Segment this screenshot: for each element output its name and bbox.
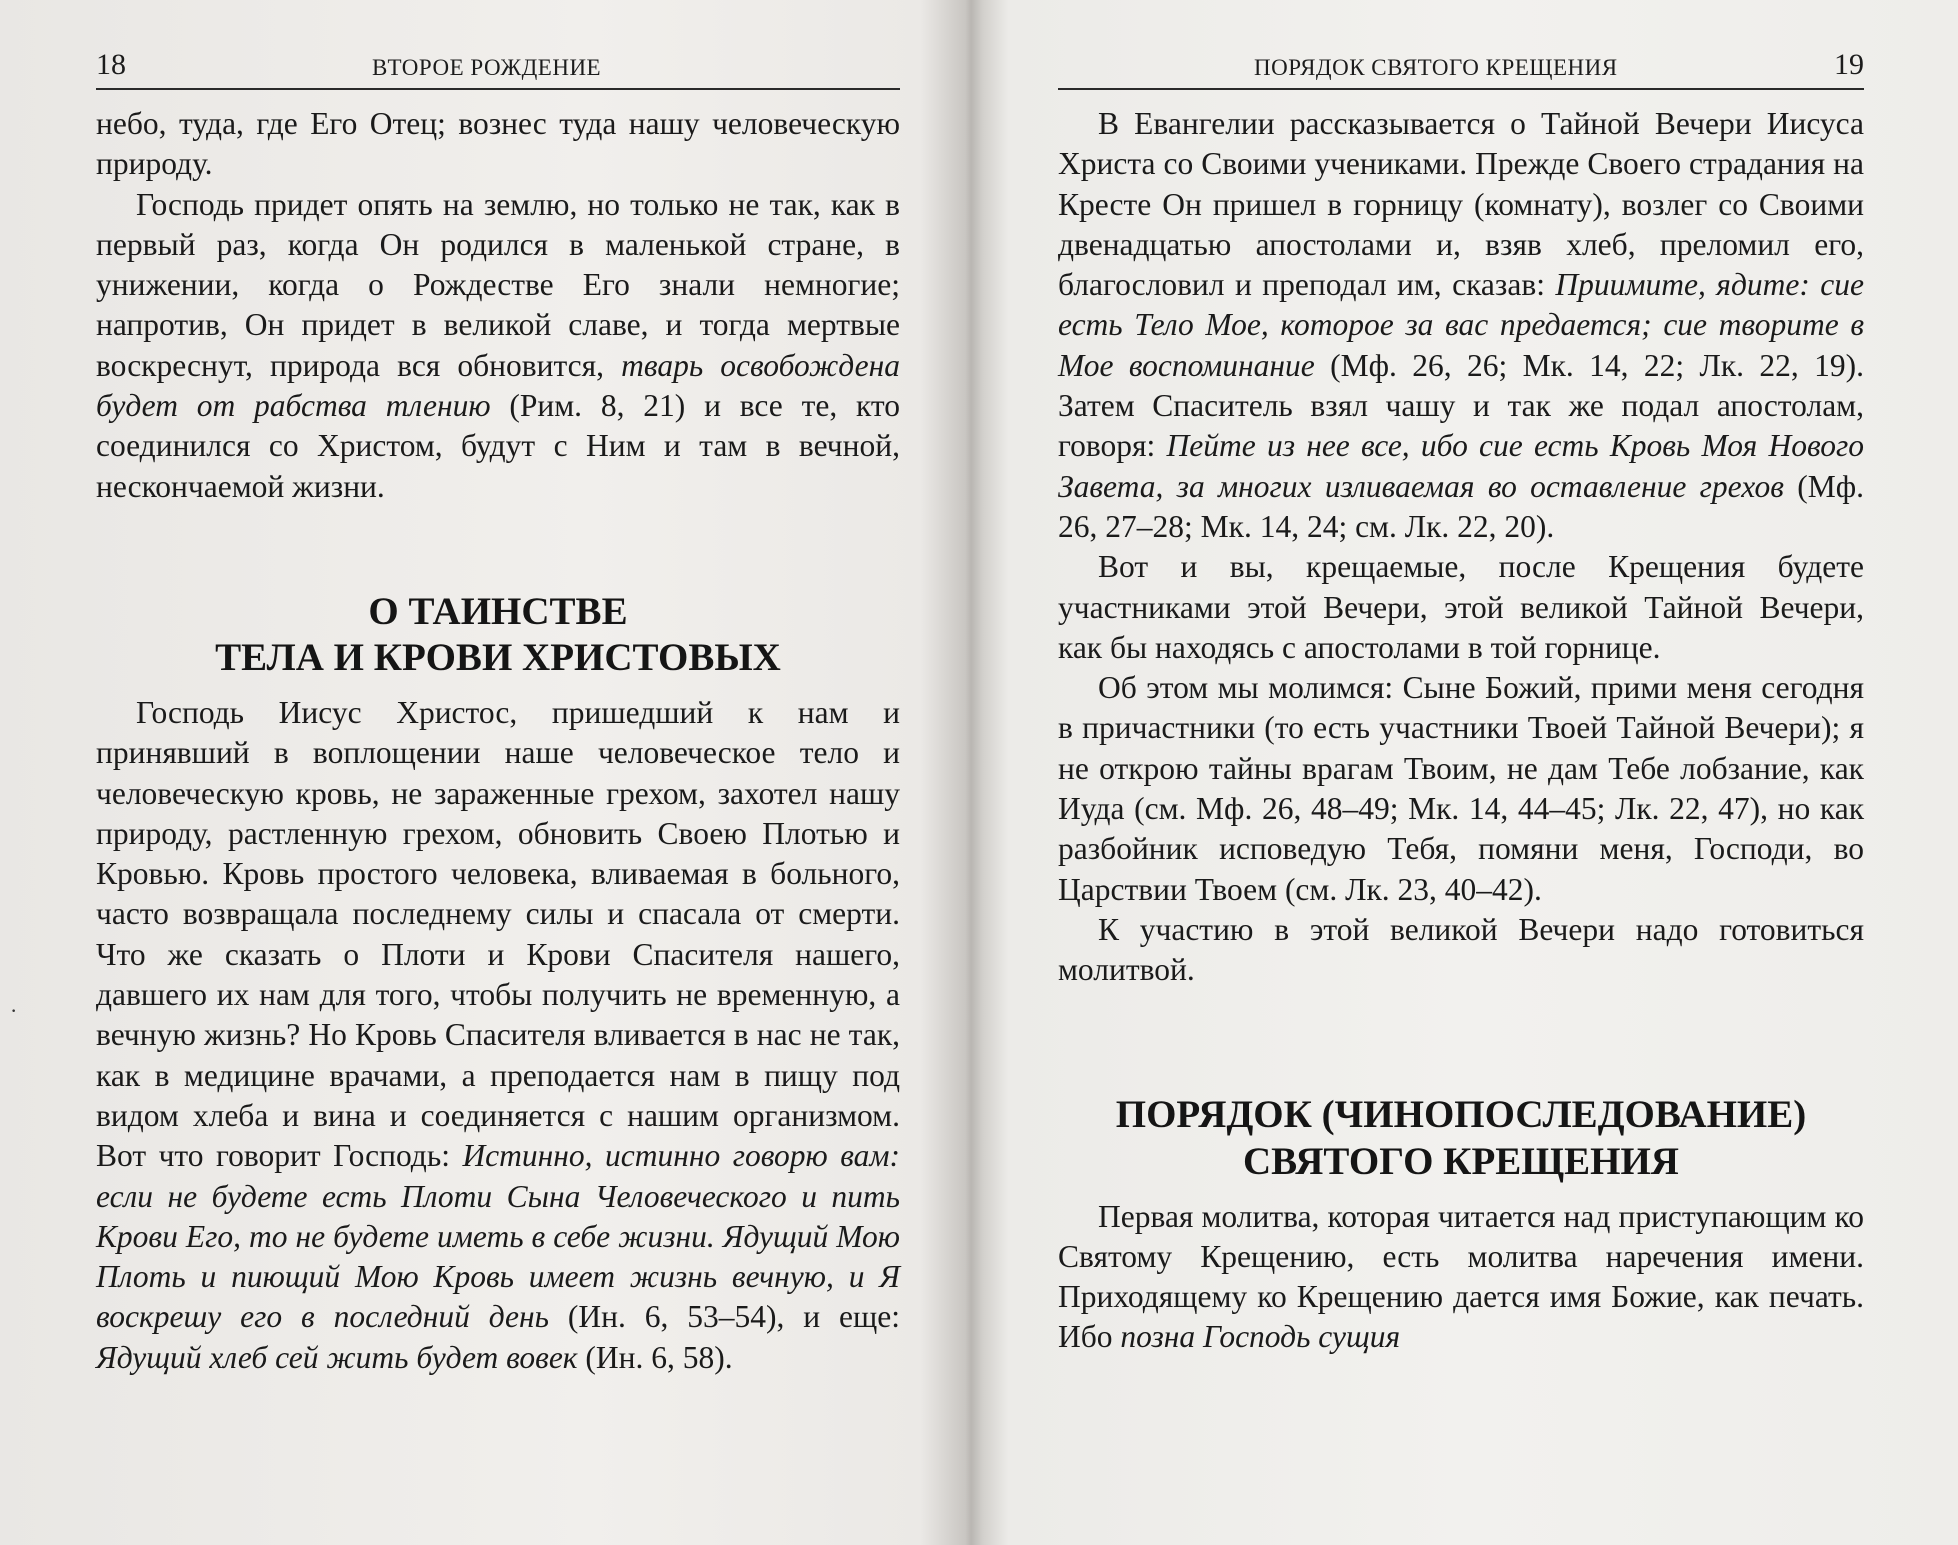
text-run: (Мф. 26, 26; Мк. 14, 22; Лк. 22, 19). Затем Спаситель взял чашу и так же подал апостолам, говоря:	[1058, 347, 1864, 464]
page-number: 19	[1834, 48, 1864, 81]
running-head: ПОРЯДОК СВЯТОГО КРЕЩЕНИЯ	[1254, 55, 1618, 80]
paragraph	[96, 693, 900, 1378]
ink-speck: ·	[10, 998, 18, 1023]
section-heading	[1058, 1091, 1864, 1185]
text-run: Господь Иисус Христос, пришедший к нам и принявший в воплощении наше человеческое тело и человеческую кровь, не зараженные грехом, захотел нашу природу, растленную грехом, обновить Своею Плотью и Кровью. Кровь простого человека, вливаемая в больного, часто возвращала последнему силы и спасала от смерти. Что же сказать о Плоти и Крови Спасителя нашего, давшего их нам для того, чтобы получить не временную, а вечную жизнь? Но Кровь Спасителя вливается в нас не так, как в медицине врачами, а преподается нам в пищу под видом хлеба и вина и соединяется с нашим организмом. Вот что говорит Господь:	[96, 694, 900, 1174]
section-heading	[96, 589, 900, 681]
scripture-quote: позна Господь сущия	[1120, 1319, 1401, 1355]
page-body	[96, 104, 900, 1378]
paragraph: Вот и вы, крещаемые, после Крещения будете участниками этой Вечери, этой великой Тайной Вечери, как бы находясь с апостолами в той горнице.	[1058, 549, 1864, 665]
scripture-quote: тварь освобождена будет от рабства тлению	[96, 347, 900, 424]
page-header	[96, 48, 900, 90]
paragraph	[1058, 1197, 1864, 1358]
running-head: ВТОРОЕ РОЖДЕНИЕ	[372, 55, 602, 80]
text-run: Господь придет опять на землю, но только не так, как в первый раз, когда Он родился в маленькой стране, в унижении, когда о Рождестве Его знали немногие; напротив, Он придет в великой славе, и тогда мертвые воскреснут, природа вся обновится,	[96, 186, 900, 383]
text-run: В Евангелии рассказывается о Тайной Вечери Иисуса Христа со Своими учениками. Прежде Своего страдания на Кресте Он пришел в горницу (комнату), возлег со Своими двенадцатью апостолами и, взяв хлеб, преломил его, благословил и преподал им, сказав:	[1058, 106, 1864, 303]
scripture-quote: Пейте из нее все, ибо сие есть Кровь Моя Нового Завета, за многих изливаемая во оставление грехов	[1058, 428, 1865, 504]
text-run: (Ин. 6, 58).	[585, 1339, 733, 1375]
scripture-quote: Приимите, ядите: сие есть Тело Мое, которое за вас предается; сие творите в Мое воспоминание	[1058, 267, 1865, 383]
heading-line: ТЕЛА И КРОВИ ХРИСТОВЫХ	[215, 635, 781, 679]
heading-line: СВЯТОГО КРЕЩЕНИЯ	[1243, 1139, 1679, 1183]
page-body	[1058, 104, 1864, 1358]
text-run: Первая молитва, которая читается над приступающим ко Святому Крещению, есть молитва наречения имени. Приходящему ко Крещению дается имя Божие, как печать. Ибо	[1058, 1198, 1864, 1355]
heading-line: О ТАИНСТВЕ	[368, 589, 628, 633]
right-page	[988, 0, 1958, 1545]
scripture-quote: Истинно, истинно говорю вам: если не будете есть Плоти Сына Человеческого и пить Крови Его, то не будете иметь в себе жизни. Ядущий Мою Плоть и пиющий Мою Кровь имеет жизнь вечную, и Я воскрешу его в последний день	[96, 1138, 901, 1335]
text-run: (Ин. 6, 53–54), и еще:	[567, 1299, 900, 1335]
paragraph	[1058, 104, 1864, 547]
paragraph: К участию в этой великой Вечери надо готовиться молитвой.	[1058, 911, 1864, 988]
text-run: (Мф. 26, 27–28; Мк. 14, 24; см. Лк. 22, 20).	[1058, 468, 1864, 544]
scripture-quote: Ядущий хлеб сей жить будет вовек	[96, 1339, 578, 1375]
page-header	[1058, 48, 1864, 90]
text-run: (Рим. 8, 21) и все те, кто соединился со Христом, будут с Ним и там в вечной, нескончаемой жизни.	[96, 388, 900, 504]
paragraph	[96, 185, 900, 507]
left-page	[0, 0, 970, 1545]
heading-line: ПОРЯДОК (ЧИНОПОСЛЕДОВАНИЕ)	[1115, 1092, 1807, 1136]
paragraph: Об этом мы молимся: Сыне Божий, прими меня сегодня в причастники (то есть участники Твоей Тайной Вечери); я не открою тайны врагам Твоим, не дам Тебе лобзание, как Иуда (см. Мф. 26, 48–49; Мк. 14, 44–45; Лк. 22, 47), но как разбойник исповедую Тебя, помяни меня, Господи, во Царствии Твоем (см. Лк. 23, 40–42).	[1058, 670, 1864, 907]
paragraph: небо, туда, где Его Отец; вознес туда нашу человеческую природу.	[96, 106, 900, 182]
page-number: 18	[96, 48, 126, 81]
